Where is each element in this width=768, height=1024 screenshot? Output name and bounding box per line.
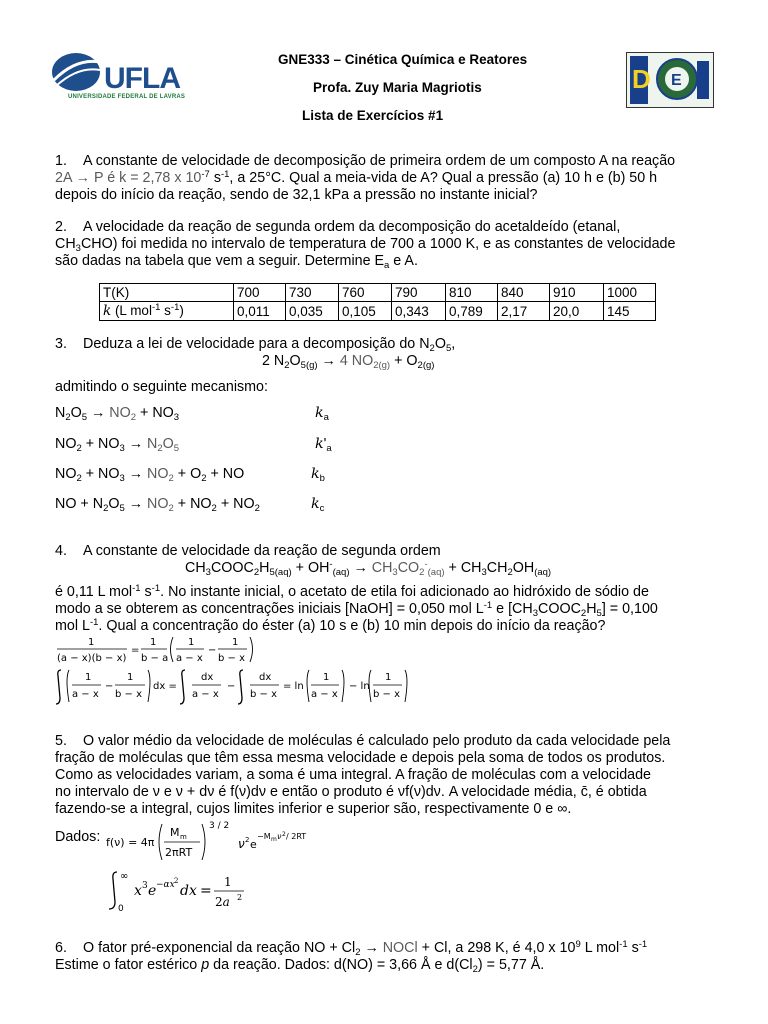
q3-line1: Deduza a lei de velocidade para a decomposição do $N_2O_5$,	[83, 336, 456, 354]
svg-text:1: 1	[232, 637, 239, 648]
svg-text:=: =	[200, 883, 212, 899]
svg-text:2: 2	[282, 831, 286, 838]
q4-partial-fraction-formula	[55, 634, 265, 666]
q5-line2: fração de moléculas que têm essa mesma velocidade e depois pela soma de todos os produtos.	[55, 750, 666, 766]
q4-line4: mol $L^{-1}$. Qual a concentração do éster (a) 10 s e (b) 10 min depois do início da reação?	[55, 617, 606, 634]
rate-constant-kc: $k_c$	[311, 496, 325, 514]
table-cell: 20,0	[550, 302, 604, 321]
svg-text:ν: ν	[277, 832, 282, 841]
svg-text:3 / 2: 3 / 2	[209, 821, 230, 831]
table-cell: 760	[339, 284, 392, 302]
svg-text:= ln: = ln	[283, 681, 304, 692]
svg-text:a − x: a − x	[72, 689, 99, 700]
svg-text:−αx: −αx	[156, 880, 175, 890]
svg-text:dx: dx	[259, 672, 272, 683]
svg-text:−: −	[105, 681, 114, 692]
svg-text:1: 1	[85, 672, 92, 683]
table-cell: 790	[392, 284, 446, 302]
svg-text:2: 2	[245, 836, 250, 844]
q1-question: , a 25°C. Qual a meia-vida de A? Qual a pressão (a) 10 h e (b) 50 h	[229, 170, 658, 186]
table-cell: 730	[286, 284, 339, 302]
svg-text:UFLA: UFLA	[104, 62, 180, 95]
q1-exp2: -1	[220, 169, 230, 180]
svg-text:2: 2	[174, 877, 179, 885]
svg-text:1: 1	[323, 672, 330, 683]
table-header-k: k (L mol$^{-1}$ $s^{-1}$)	[100, 302, 234, 321]
q5-line4: no intervalo de ν e ν + dν é f(ν)dν e então o produto é νf(ν)dν. A velocidade média, c̄, é obtida	[55, 784, 647, 800]
table-cell: 2,17	[498, 302, 550, 321]
svg-text:f(ν) = 4π: f(ν) = 4π	[106, 836, 155, 849]
svg-text:a − x: a − x	[192, 689, 219, 700]
q1-exp: -7	[201, 169, 210, 180]
ufla-logo-subtitle: UNIVERSIDADE FEDERAL DE LAVRAS	[68, 94, 186, 100]
q5-maxwell-formula	[104, 818, 344, 864]
q4-line1: A constante de velocidade da reação de segunda ordem	[83, 543, 441, 559]
q4-integral-formula	[55, 666, 415, 706]
svg-text:dx: dx	[201, 672, 214, 683]
q3-number: 3.	[55, 336, 67, 352]
svg-text:−M: −M	[257, 832, 271, 841]
q2-line1: A velocidade da reação de segunda ordem da decomposição do acetaldeído (etanal,	[83, 219, 621, 235]
q4-line3: modo a se obterem as concentrações iniciais [NaOH] = 0,050 mol $L^{-1}$ e $[CH_3COOC_2H_5] = 0,100$	[55, 600, 658, 619]
q1-unit: s	[209, 170, 221, 186]
svg-text:1: 1	[88, 637, 95, 648]
svg-text:x: x	[134, 883, 142, 899]
table-cell: 145	[604, 302, 656, 321]
svg-text:0: 0	[118, 904, 124, 914]
q3-line2: admitindo o seguinte mecanismo:	[55, 379, 268, 395]
svg-text:−: −	[208, 645, 217, 656]
q1-line1: A constante de velocidade de decomposição de primeira ordem de um composto A na reação	[83, 153, 676, 169]
svg-text:− ln: − ln	[349, 681, 370, 692]
svg-text:ν: ν	[238, 837, 245, 851]
table-cell: 810	[446, 284, 498, 302]
deq-logo	[626, 52, 714, 108]
table-row	[100, 302, 656, 321]
list-title: Lista de Exercícios #1	[302, 108, 444, 123]
q6-number: 6.	[55, 940, 67, 956]
q1-line2	[55, 170, 657, 187]
mechanism-step-4: NO + $N_2O_5 \to NO_2 + NO_2 + NO_2$	[55, 496, 260, 514]
svg-text:a − x: a − x	[176, 653, 203, 664]
svg-text:b − a: b − a	[141, 653, 169, 664]
svg-text:2πRT: 2πRT	[165, 846, 193, 859]
svg-text:1: 1	[385, 672, 392, 683]
svg-text:/ 2RT: / 2RT	[286, 832, 307, 841]
svg-text:1: 1	[224, 875, 232, 889]
q1-reaction: 2A → P é k = 2,78 x 10	[55, 170, 202, 186]
q5-number: 5.	[55, 733, 67, 749]
svg-text:−: −	[227, 681, 236, 692]
table-cell: 0,343	[392, 302, 446, 321]
rate-constant-table	[99, 283, 656, 321]
svg-text:D: D	[632, 64, 651, 94]
q6-line2: Estime o fator estérico p da reação. Dados: d(NO) = 3,66 Å e $d(Cl_2) = 5,77$ Å.	[55, 957, 545, 975]
svg-text:b − x: b − x	[250, 689, 278, 700]
rate-constant-k-prime-a: $k'_a$	[315, 436, 332, 454]
q4-line2: é 0,11 L mol$^{-1}$ $s^{-1}$. No instante inicial, o acetato de etila foi adicionado ao hidróxido de sódio de	[55, 583, 649, 600]
svg-text:2a: 2a	[215, 895, 230, 909]
rate-constant-kb: $k_b$	[311, 466, 325, 484]
svg-text:3: 3	[142, 881, 148, 891]
mechanism-step-1: $N_2O_5 \to NO_2 + NO_3$	[55, 405, 180, 423]
rate-constant-ka: $k_a$	[315, 405, 329, 423]
q2-line3: são dadas na tabela que vem a seguir. Determine $E_a$ e A.	[55, 253, 418, 271]
q5-dados-label: Dados:	[55, 829, 101, 845]
q5-line5: fazendo-se a integral, cujos limites inferior e superior são, respectivamente 0 e ∞.	[55, 801, 572, 817]
table-cell: 840	[498, 284, 550, 302]
svg-text:2: 2	[237, 893, 243, 902]
ufla-logo	[50, 50, 200, 108]
table-cell: 0,011	[234, 302, 286, 321]
table-cell: 0,789	[446, 302, 498, 321]
course-title: GNE333 – Cinética Química e Reatores	[278, 52, 528, 67]
q1-number: 1.	[55, 153, 67, 169]
svg-text:1: 1	[150, 637, 157, 648]
professor-name: Profa. Zuy Maria Magriotis	[313, 80, 482, 95]
q4-equation: $CH_3COOC_2H_{5(aq)} + OH^-_{(aq)} \to CH_3CO_2^-_{(aq)} + CH_3CH_2OH_{(aq)}$	[185, 559, 552, 578]
q6-line1: O fator pré-exponencial da reação NO + $Cl_2$ → NOCl + Cl, a 298 K, é 4,0 x $10^9$ L mol$^{-1}$ $s^{-1}$	[83, 939, 648, 958]
q3-overall-equation: 2 $N_2O_{5(g)} \to 4$ $NO_{2(g)} + O_{2(g)}$	[262, 353, 435, 371]
svg-text:1: 1	[188, 637, 195, 648]
svg-text:m: m	[271, 836, 277, 843]
svg-text:E: E	[671, 72, 682, 89]
q5-line1: O valor médio da velocidade de moléculas é calculado pelo produto da cada velocidade pela	[83, 733, 671, 749]
svg-text:b − x: b − x	[218, 653, 246, 664]
svg-text:dx: dx	[180, 883, 197, 899]
table-cell: 0,105	[339, 302, 392, 321]
svg-text:e: e	[148, 883, 157, 899]
svg-text:M: M	[170, 826, 180, 839]
table-row	[100, 284, 656, 302]
q4-number: 4.	[55, 543, 67, 559]
table-header-t: T(K)	[100, 284, 234, 302]
svg-text:1: 1	[127, 672, 134, 683]
q5-gaussian-integral	[104, 868, 264, 914]
svg-text:m: m	[180, 833, 187, 841]
svg-text:(a − x)(b − x): (a − x)(b − x)	[57, 653, 127, 664]
svg-text:e: e	[250, 838, 257, 851]
svg-text:b − x: b − x	[373, 689, 401, 700]
mechanism-step-2: $NO_2 + NO_3 \to N_2O_5$	[55, 436, 180, 454]
q1-line3: depois do início da reação, sendo de 32,1 kPa a pressão no instante inicial?	[55, 187, 538, 203]
table-cell: 1000	[604, 284, 656, 302]
svg-text:b − x: b − x	[115, 689, 143, 700]
mechanism-step-3: $NO_2 + NO_3 \to NO_2 + O_2$ + NO	[55, 466, 245, 484]
svg-text:=: =	[131, 645, 140, 656]
svg-text:dx =: dx =	[153, 681, 177, 692]
q5-line3: Como as velocidades variam, a soma é uma integral. A fração de moléculas com a velocidade	[55, 767, 652, 783]
svg-text:∞: ∞	[120, 871, 129, 882]
svg-text:a − x: a − x	[311, 689, 338, 700]
q2-line2: $CH_3CHO$) foi medida no intervalo de temperatura de 700 a 1000 K, e as constantes de velocidade	[55, 236, 676, 254]
table-cell: 700	[234, 284, 286, 302]
table-cell: 910	[550, 284, 604, 302]
table-cell: 0,035	[286, 302, 339, 321]
q2-number: 2.	[55, 219, 67, 235]
